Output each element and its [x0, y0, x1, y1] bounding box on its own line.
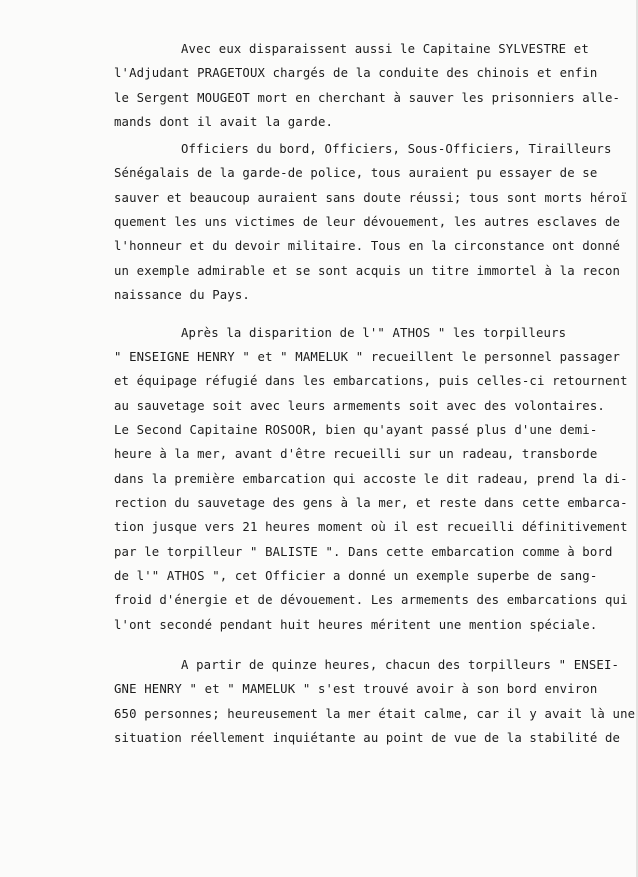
text-line: Le Second Capitaine ROSOOR, bien qu'ayant passé plus d'une demi- [114, 423, 598, 437]
text-line: A partir de quinze heures, chacun des torpilleurs " ENSEI- [181, 658, 620, 672]
text-line: Officiers du bord, Officiers, Sous-Officiers, Tirailleurs [181, 142, 612, 156]
text-line: 650 personnes; heureusement la mer était calme, car il y avait là une [114, 707, 636, 721]
text-line: Sénégalais de la garde-de police, tous auraient pu essayer de se [114, 166, 598, 180]
text-line: l'Adjudant PRAGETOUX chargés de la conduite des chinois et enfin [114, 66, 598, 80]
text-line: au sauvetage soit avec leurs armements soit avec des volontaires. [114, 399, 605, 413]
text-line: GNE HENRY " et " MAMELUK " s'est trouvé avoir à son bord environ [114, 682, 598, 696]
text-line: rection du sauvetage des gens à la mer, et reste dans cette embarca- [114, 496, 628, 510]
text-line: sauver et beaucoup auraient sans doute réussi; tous sont morts héroï [114, 191, 628, 205]
text-line: " ENSEIGNE HENRY " et " MAMELUK " recueillent le personnel passager [114, 350, 621, 364]
text-line: le Sergent MOUGEOT mort en cherchant à sauver les prisonniers alle- [114, 91, 621, 105]
text-line: l'ont secondé pendant huit heures méritent une mention spéciale. [114, 618, 598, 632]
text-line: tion jusque vers 21 heures moment où il est recueilli définitivement [114, 520, 628, 534]
text-line: Après la disparition de l'" ATHOS " les torpilleurs [181, 326, 567, 340]
text-line: et équipage réfugié dans les embarcations, puis celles-ci retournent [114, 374, 628, 388]
text-line: quement les uns victimes de leur dévouement, les autres esclaves de [114, 215, 621, 229]
text-line: un exemple admirable et se sont acquis un titre immortel à la recon [114, 264, 621, 278]
text-line: heure à la mer, avant d'être recueilli sur un radeau, transborde [114, 447, 598, 461]
text-line: l'honneur et du devoir militaire. Tous en la circonstance ont donné [114, 239, 621, 253]
text-line: par le torpilleur " BALISTE ". Dans cette embarcation comme à bord [114, 545, 613, 559]
text-line: mands dont il avait la garde. [114, 115, 334, 129]
text-line: froid d'énergie et de dévouement. Les armements des embarcations qui [114, 593, 628, 607]
text-line: dans la première embarcation qui accoste le dit radeau, prend la di- [114, 472, 628, 486]
text-line: naissance du Pays. [114, 288, 250, 302]
text-line: Avec eux disparaissent aussi le Capitaine SYLVESTRE et [181, 42, 589, 56]
text-line: de l'" ATHOS ", cet Officier a donné un exemple superbe de sang- [114, 569, 598, 583]
text-line: situation réellement inquiétante au point de vue de la stabilité de [114, 731, 621, 745]
